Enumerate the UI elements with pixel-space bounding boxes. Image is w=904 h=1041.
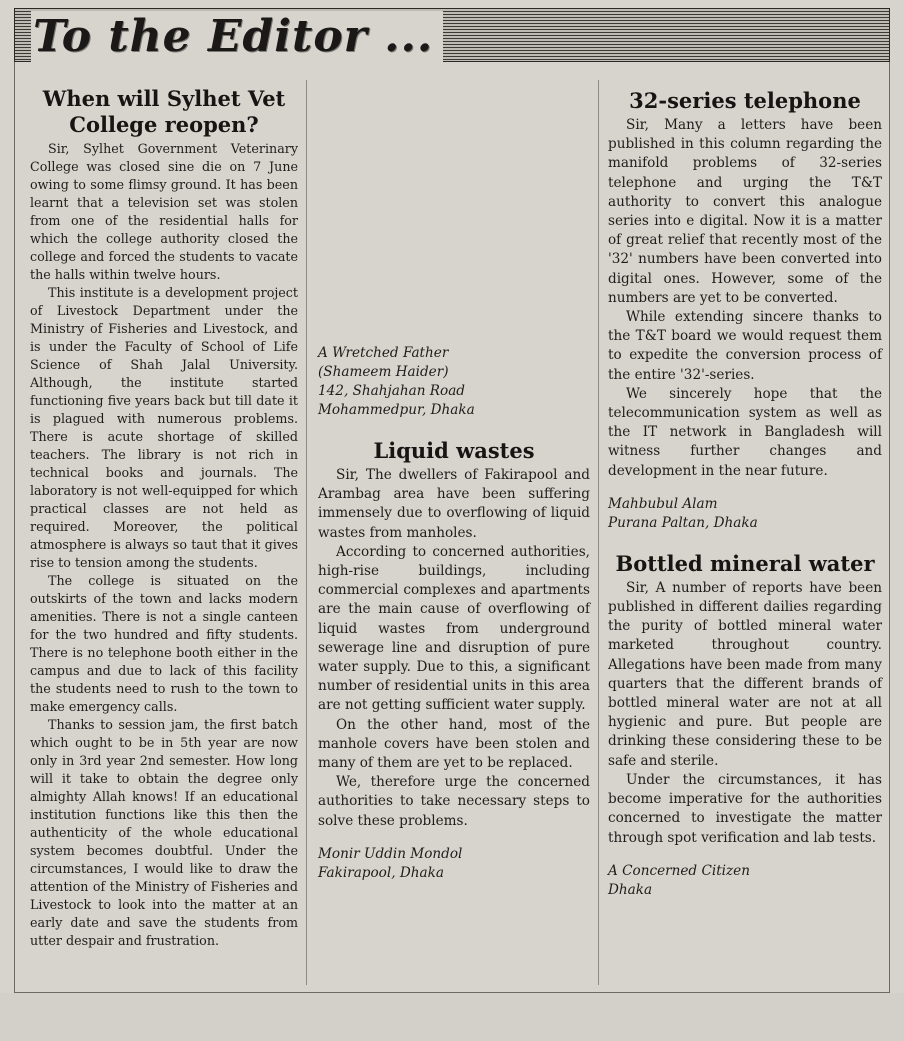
letter-paragraph: We, therefore urge the concerned authorities to take necessary steps to solve these problems.: [318, 774, 590, 829]
letter-paragraph: Sir, A number of reports have been published in different dailies regarding the purity of bottled mineral water marketed throughout country. Allegations have been made from many quarters that the different brands of bottled mineral water are not at all hygienic and pure. But people are drinking these considering these to be safe and sterile.: [608, 579, 882, 769]
signature-line: Fakirapool, Dhaka: [318, 864, 444, 881]
signature-line: Purana Paltan, Dhaka: [608, 514, 758, 531]
signature-line: Mahbubul Alam: [608, 495, 718, 512]
column-3: [608, 88, 882, 900]
headline-sylhet: When will Sylhet Vet College reopen?: [42, 86, 286, 137]
headline-telephone: 32-series telephone: [629, 88, 861, 113]
column-divider: [598, 80, 599, 985]
column-1: [30, 86, 298, 950]
signature-line: (Shameem Haider): [318, 364, 449, 380]
signature-liquid: [318, 845, 590, 883]
headline-water: Bottled mineral water: [615, 550, 875, 576]
signature-line: A Wretched Father: [318, 345, 449, 361]
signature-line: Dhaka: [608, 881, 653, 898]
headline-liquid: Liquid wastes: [373, 438, 535, 463]
signature-line: 142, Shahjahan Road: [318, 383, 465, 399]
banner-title: To the Editor ...: [31, 11, 443, 62]
letter-paragraph: Sir, Sylhet Government Veterinary College was closed sine die on 7 June owing to some flimsy ground. It has been learnt that a television set was stolen from one of the residential halls for which the college authority closed the college and forced the students to vacate the halls within twelve hours.: [30, 141, 298, 282]
letter-paragraph: Thanks to session jam, the first batch which ought to be in 5th year are now only in 3rd year 2nd semester. How long will it take to obtain the degree only almighty Allah knows! If an educational institution functions like this then the authenticity of the whole educational system becomes doubtful. Under the circumstances, I would like to draw the attention of the Ministry of Fisheries and Livestock to look into the matter at an early date and save the students from utter despair and frustration.: [30, 717, 298, 948]
signature-telephone: [608, 495, 882, 533]
letter-paragraph: According to concerned authorities, high-rise buildings, including commercial complexes and apartments are the main cause of overflowing of liquid wastes from underground sewerage line and disruption of pure water supply. Due to this, a significant number of residential units in this area are not getting sufficient water supply.: [318, 543, 590, 714]
column-2: [318, 82, 590, 883]
letter-paragraph: This institute is a development project of Livestock Department under the Ministry of Fisheries and Livestock, and is under the Faculty of School of Life Science of Shah Jalal University. Although, the institute started functioning five years back but till date it is plagued with numerous problems. There is acute shortage of skilled teachers. The library is not rich in technical books and journals. The laboratory is not well-equipped for which practical classes are not held as required. Moreover, the political atmosphere is always so taut that it gives rise to tension among the students.: [30, 285, 298, 570]
letter-paragraph: While extending sincere thanks to the T&T board we would request them to expedite the conversion process of the entire '32'-series.: [608, 309, 882, 383]
signature-line: Mohammedpur, Dhaka: [318, 402, 475, 418]
signature-line: A Concerned Citizen: [608, 862, 750, 879]
letter-paragraph: Sir, Many a letters have been published in this column regarding the manifold problems of 32-series telephone and urging the T&T authority to convert this analogue series into e digital. Now it is a matter of great relief that recently most of the '32' numbers have been converted into digital ones. However, some of the numbers are yet to be converted.: [608, 117, 882, 306]
letter-paragraph: On the other hand, most of the manhole covers have been stolen and many of them are yet to be replaced.: [318, 716, 590, 772]
signature-line: Monir Uddin Mondol: [318, 845, 463, 862]
section-banner: [14, 8, 890, 62]
letter-paragraph: Under the circumstances, it has become imperative for the authorities concerned to investigate the matter through spot verification and lab tests.: [608, 771, 882, 846]
letter-paragraph: Sir, The dwellers of Fakirapool and Arambag area have been suffering immensely due to overflowing of liquid wastes from manholes.: [318, 467, 590, 541]
letter-paragraph: The college is situated on the outskirts of the town and lacks modern amenities. There is not a single canteen for the two hundred and fifty students. There is no telephone booth either in the campus and due to lack of this facility the students need to rush to the town to make emergency calls.: [30, 573, 298, 714]
signature-sylhet: [318, 344, 590, 420]
signature-water: [608, 862, 882, 900]
column-divider: [306, 80, 307, 985]
letter-paragraph: We sincerely hope that the telecommunication system as well as the IT network in Bangladesh will witness further changes and development in the near future.: [608, 385, 882, 479]
page-bottom-margin: [0, 993, 904, 1041]
